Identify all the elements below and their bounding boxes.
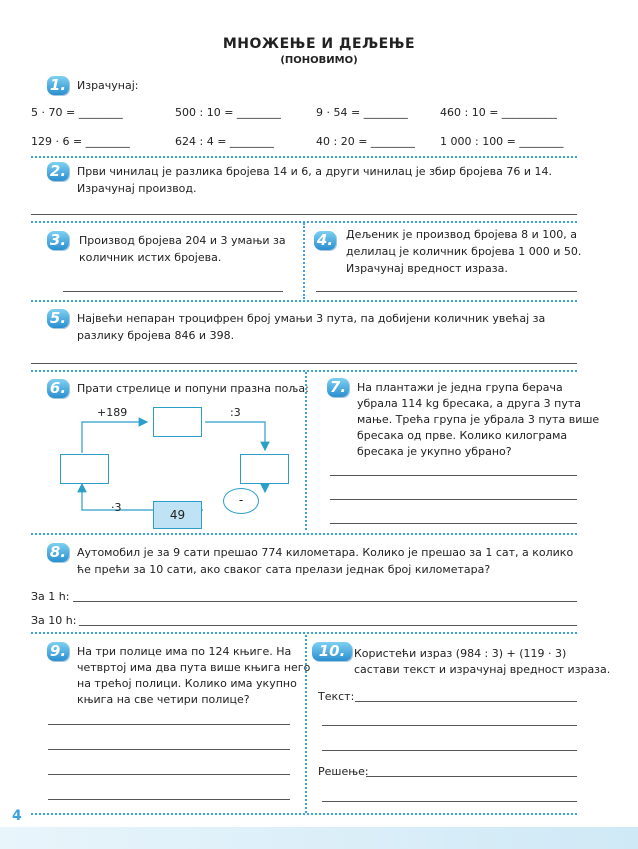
task-10-badge: 10. [312, 642, 352, 661]
section-divider [31, 156, 577, 158]
answer-line[interactable] [31, 363, 577, 364]
task-1-badge: 1. [47, 76, 69, 95]
task-9-badge: 9. [47, 642, 69, 661]
answer-line[interactable] [48, 749, 290, 750]
task-1-expr[interactable]: 500 : 10 = ________ [175, 106, 281, 119]
answer-line[interactable] [73, 601, 577, 602]
task-8-label-10h: За 10 h: [31, 614, 77, 627]
task-7-badge: 7. [327, 378, 349, 397]
operation-label: :3 [230, 406, 241, 419]
task-1-expr[interactable]: 129 · 6 = ________ [31, 135, 130, 148]
task-1-expr[interactable]: 5 · 70 = ________ [31, 106, 123, 119]
answer-line[interactable] [63, 291, 283, 292]
empty-field[interactable] [153, 407, 202, 437]
column-divider [305, 635, 307, 813]
section-divider [31, 300, 577, 302]
task-2-text: Први чинилац је разлика бројева 14 и 6, а други чинилац је збир бројева 76 и 14. [77, 165, 553, 178]
arrow-line [82, 422, 147, 453]
answer-line[interactable] [48, 799, 290, 800]
answer-line[interactable] [330, 523, 577, 524]
task-9-text: четвртој има два пута више књига него [77, 661, 311, 674]
operation-oval[interactable]: - [223, 488, 259, 514]
task-1-expr[interactable]: 624 : 4 = ________ [175, 135, 274, 148]
task-4-text: делилац је количник бројева 1 000 и 50. [346, 245, 582, 258]
task-1-expr[interactable]: 40 : 20 = ________ [316, 135, 415, 148]
task-6-badge: 6. [47, 379, 69, 398]
answer-line[interactable] [330, 499, 577, 500]
column-divider [303, 223, 305, 299]
task-7-text: бресака од прве. Колико килограма [357, 429, 568, 442]
task-5-text: Највећи непаран троцифрен број умањи 3 пута, па добијени количник увећај за [77, 312, 546, 325]
page-number: 4 [12, 808, 22, 824]
arrow-line [205, 422, 265, 450]
task-6-instruction: Прати стрелице и попуни празна поља: [77, 382, 309, 395]
page-title: МНОЖЕЊЕ И ДЕЉЕЊЕ [222, 36, 416, 52]
answer-line[interactable] [322, 750, 577, 751]
task-1-expr[interactable]: 9 · 54 = ________ [316, 106, 408, 119]
operation-label: ·3 [111, 501, 122, 514]
task-3-badge: 3. [47, 231, 69, 250]
task-9-text: На три полице има по 124 књиге. На [77, 645, 292, 658]
answer-line[interactable] [316, 291, 577, 292]
task-8-label-1h: За 1 h: [31, 590, 70, 603]
task-8-badge: 8. [47, 543, 69, 562]
footer-bar [0, 827, 638, 849]
answer-line[interactable] [31, 214, 577, 215]
task-2-badge: 2. [47, 162, 69, 181]
empty-field[interactable] [60, 454, 109, 484]
answer-line[interactable] [366, 776, 577, 777]
task-10-text: Користећи израз (984 : 3) + (119 · 3) [354, 647, 567, 660]
task-9-text: књига на све четири полице? [77, 693, 250, 706]
answer-line[interactable] [79, 625, 577, 626]
task-10-text: састави текст и израчунај вредност израза. [354, 663, 611, 676]
task-5-badge: 5. [47, 309, 69, 328]
section-divider [31, 813, 577, 815]
task-1-expr[interactable]: 460 : 10 = __________ [440, 106, 557, 119]
empty-field[interactable] [240, 454, 289, 484]
task-7-text: бресака је укупно убрано? [357, 445, 512, 458]
task-7-text: убрала 114 kg бресака, а друга 3 пута [357, 397, 582, 410]
task-3-text: количник истих бројева. [79, 251, 222, 264]
task-5-text: разлику бројева 846 и 398. [77, 329, 235, 342]
task-4-text: Дељеник је производ бројева 8 и 100, а [346, 228, 577, 241]
answer-line[interactable] [355, 701, 577, 702]
answer-line[interactable] [48, 724, 290, 725]
column-divider [305, 372, 307, 530]
task-8-text: Аутомобил је за 9 сати прешао 774 километара. Колико је прешао за 1 сат, а колико [77, 546, 574, 559]
task-10-label-solution: Решење: [318, 765, 369, 778]
task-7-text: На плантажи је једна група берача [357, 381, 563, 394]
answer-line[interactable] [330, 475, 577, 476]
page-subtitle: (ПОНОВИМО) [280, 55, 358, 66]
task-3-text: Производ бројева 204 и 3 умањи за [79, 234, 286, 247]
task-4-text: Израчунај вредност израза. [346, 262, 508, 275]
task-1-expr[interactable]: 1 000 : 100 = ________ [440, 135, 564, 148]
task-8-text: ће прећи за 10 сати, ако сваког сата прелази једнак број километара? [77, 563, 491, 576]
task-1-instruction: Израчунај: [77, 79, 139, 92]
task-7-text: мање. Трећа група је убрала 3 пута више [357, 413, 600, 426]
task-2-text: Израчунај производ. [77, 182, 197, 195]
answer-line[interactable] [322, 725, 577, 726]
section-divider [31, 370, 577, 372]
operation-label: +189 [97, 406, 128, 419]
section-divider [31, 632, 577, 634]
task-9-text: на трећој полици. Колико има укупно [77, 677, 297, 690]
answer-line[interactable] [322, 801, 577, 802]
answer-line[interactable] [48, 774, 290, 775]
start-value-box: 49 [153, 501, 202, 529]
task-10-label-text: Текст: [318, 690, 355, 703]
task-4-badge: 4. [314, 231, 336, 250]
section-divider [31, 533, 577, 535]
